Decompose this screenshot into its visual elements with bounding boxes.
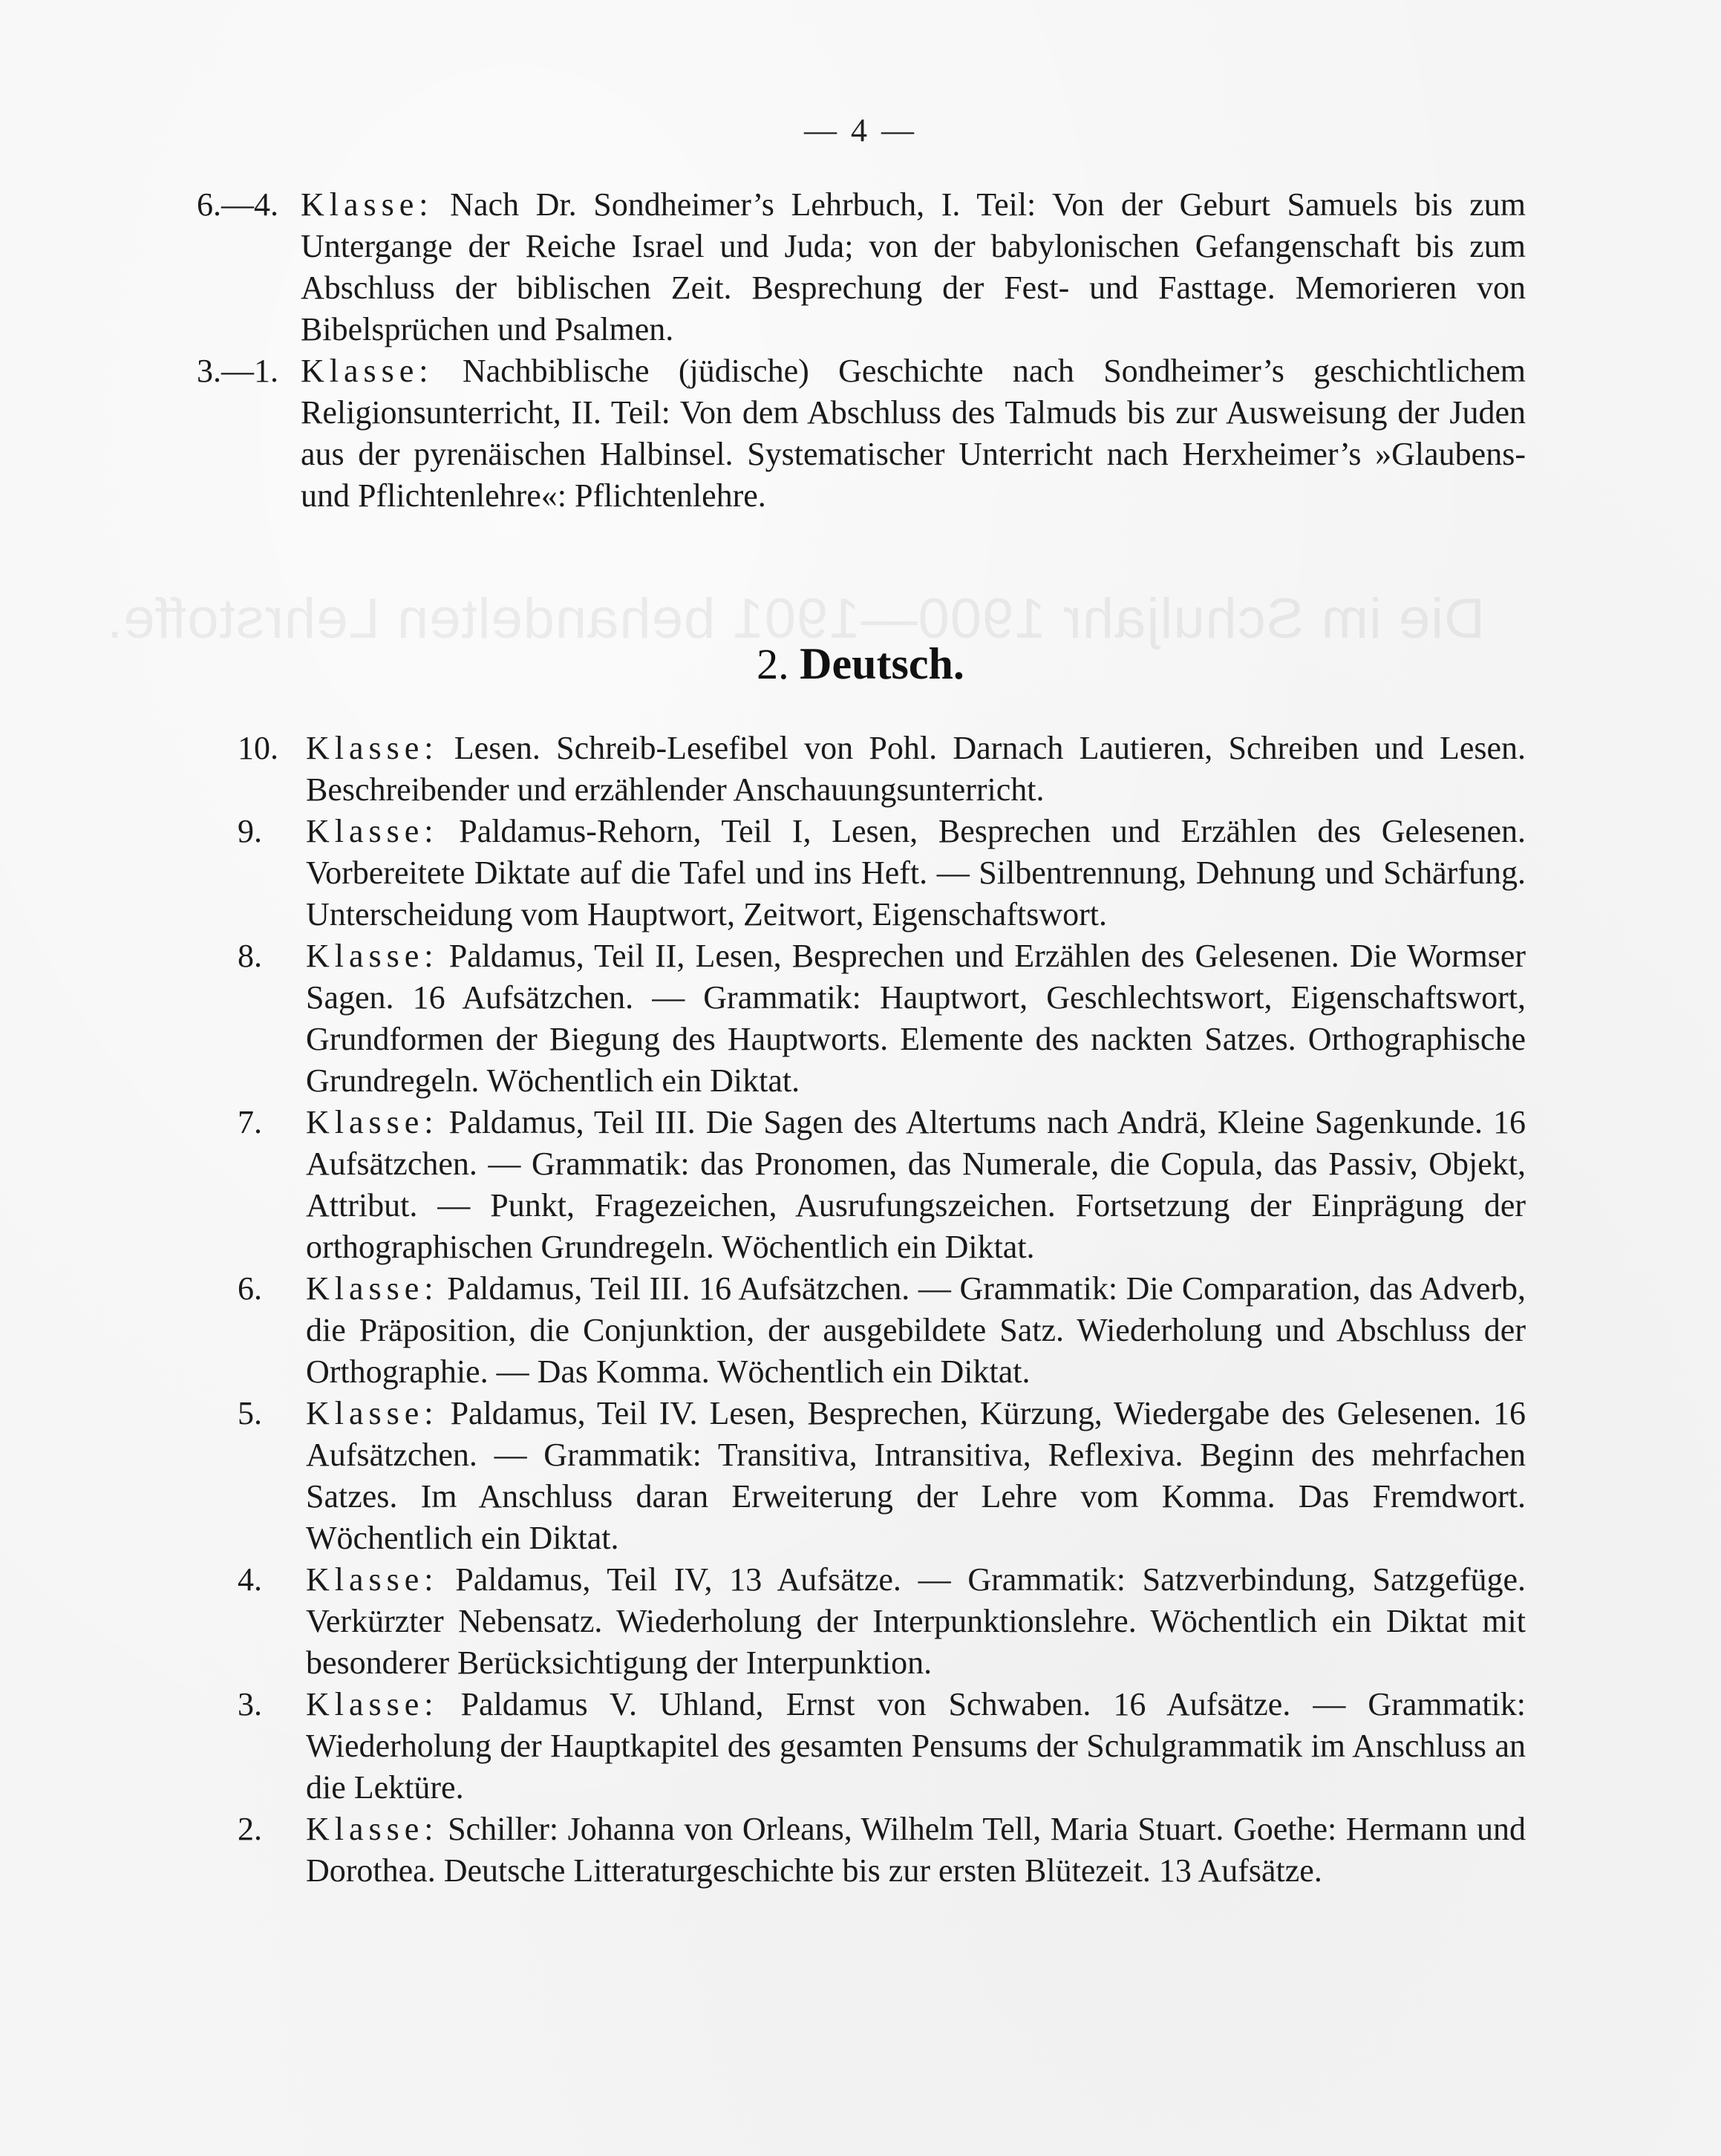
entry-text: Nachbiblische (jüdische) Geschichte nach Sondheimer’s geschichtlichem Religionsunterricht, II. Teil: Von dem Abschluss des Talmuds bis zur Ausweisung der Juden aus der pyrenäischen Halbinsel. Systematischer Unterricht nach Herxheimer’s »Glaubens- und Pflichtenlehre«: Pflichtenlehre. bbox=[301, 353, 1526, 514]
section-deutsch-entries bbox=[238, 728, 1526, 1892]
entry-number: 2. bbox=[238, 1811, 262, 1847]
entry-body bbox=[306, 1684, 1526, 1809]
entry-text: Paldamus, Teil II, Lesen, Besprechen und Erzählen des Gelesenen. Die Wormser Sagen. 16 Aufsätzchen. — Grammatik: Hauptwort, Geschlechtswort, Eigenschaftswort, Grundformen der Biegung des Hauptworts. Elemente des nackten Satzes. Orthographische Grundregeln. Wöchentlich ein Diktat. bbox=[306, 938, 1526, 1099]
entry-text: Paldamus, Teil IV. Lesen, Besprechen, Kürzung, Wiedergabe des Gelesenen. 16 Aufsätzchen. — Grammatik: Transitiva, Intransitiva, Reflexiva. Beginn des mehrfachen Satzes. Im Anschluss daran Erweiterung der Lehre vom Komma. Das Fremdwort. Wöchentlich ein Diktat. bbox=[306, 1395, 1526, 1556]
section-number: 2. bbox=[757, 640, 789, 688]
entry-text: Nach Dr. Sondheimer’s Lehrbuch, I. Teil: Von der Geburt Samuels bis zum Untergange der Reiche Israel und Juda; von der babylonischen Gefangenschaft bis zum Abschluss der biblischen Zeit. Besprechung der Fest- und Fasttage. Memorieren von Bibelsprüchen und Psalmen. bbox=[301, 186, 1526, 347]
entry-label: Klasse: bbox=[306, 813, 439, 849]
entry-number: 7. bbox=[238, 1104, 262, 1140]
entry-klasse-8 bbox=[238, 935, 1526, 1102]
entry-body bbox=[306, 1102, 1526, 1268]
entry-label: Klasse: bbox=[306, 938, 439, 974]
entry-label: Klasse: bbox=[306, 1104, 439, 1140]
entry-label: Klasse: bbox=[301, 353, 434, 389]
entry-number: 8. bbox=[238, 938, 262, 974]
entry-text: Paldamus V. Uhland, Ernst von Schwaben. 16 Aufsätze. — Grammatik: Wiederholung der Hauptkapitel des gesamten Pensums der Schulgrammatik im Anschluss an die Lektüre. bbox=[306, 1686, 1526, 1806]
entry-number: 3.—1. bbox=[197, 353, 278, 389]
entry-number: 9. bbox=[238, 813, 262, 849]
entry-text: Paldamus, Teil III. 16 Aufsätzchen. — Grammatik: Die Comparation, das Adverb, die Präposition, die Conjunktion, der ausgebildete Satz. Wiederholung und Abschluss der Orthographie. — Das Komma. Wöchentlich ein Diktat. bbox=[306, 1270, 1526, 1390]
section-name: Deutsch. bbox=[800, 639, 964, 688]
entry-text: Paldamus, Teil IV, 13 Aufsätze. — Grammatik: Satzverbindung, Satzgefüge. Verkürzter Nebensatz. Wiederholung der Interpunktionslehre. Wöchentlich ein Diktat mit besonderer Berücksichtigung der Interpunktion. bbox=[306, 1561, 1526, 1681]
entry-text: Paldamus-Rehorn, Teil I, Lesen, Besprechen und Erzählen des Gelesenen. Vorbereitete Diktate auf die Tafel und ins Heft. — Silbentrennung, Dehnung und Schärfung. Unterscheidung vom Hauptwort, Zeitwort, Eigenschaftswort. bbox=[306, 813, 1526, 932]
entry-label: Klasse: bbox=[306, 1686, 439, 1722]
bleed-through-heading: Die im Schuljahr 1900—1901 behandelten Lehrstoffe. bbox=[106, 587, 1485, 650]
page-number: — 4 — bbox=[804, 112, 917, 148]
entry-klasse-6-4 bbox=[197, 184, 1526, 350]
entry-number: 4. bbox=[238, 1561, 262, 1598]
entry-body bbox=[301, 350, 1526, 517]
entry-body bbox=[306, 935, 1526, 1102]
entry-number: 5. bbox=[238, 1395, 262, 1431]
entry-klasse-6 bbox=[238, 1268, 1526, 1393]
entry-text: Paldamus, Teil III. Die Sagen des Altertums nach Andrä, Kleine Sagenkunde. 16 Aufsätzchen. — Grammatik: das Pronomen, das Numerale, die Copula, das Passiv, Objekt, Attribut. — Punkt, Fragezeichen, Ausrufungszeichen. Fortsetzung der Einprägung der orthographischen Grundregeln. Wöchentlich ein Diktat. bbox=[306, 1104, 1526, 1265]
entry-label: Klasse: bbox=[301, 186, 434, 223]
entry-body bbox=[306, 1559, 1526, 1684]
entry-label: Klasse: bbox=[306, 1811, 439, 1847]
entry-body bbox=[306, 1393, 1526, 1559]
entry-text: Lesen. Schreib-Lesefibel von Pohl. Darnach Lautieren, Schreiben und Lesen. Beschreibender und erzählender Anschauungsunterricht. bbox=[306, 730, 1526, 808]
entry-klasse-7 bbox=[238, 1102, 1526, 1268]
entry-klasse-3 bbox=[238, 1684, 1526, 1809]
entry-body bbox=[301, 184, 1526, 350]
entry-klasse-2 bbox=[238, 1809, 1526, 1892]
entry-klasse-9 bbox=[238, 811, 1526, 935]
entry-klasse-4 bbox=[238, 1559, 1526, 1684]
entry-number: 6.—4. bbox=[197, 186, 278, 223]
entry-klasse-10 bbox=[238, 728, 1526, 811]
entry-label: Klasse: bbox=[306, 1395, 439, 1431]
entry-klasse-5 bbox=[238, 1393, 1526, 1559]
entry-number: 6. bbox=[238, 1270, 262, 1307]
entry-label: Klasse: bbox=[306, 1561, 439, 1598]
entry-body bbox=[306, 1809, 1526, 1892]
entry-text: Schiller: Johanna von Orleans, Wilhelm Tell, Maria Stuart. Goethe: Hermann und Dorothea. Deutsche Litteraturgeschichte bis zur ersten Blütezeit. 13 Aufsätze. bbox=[306, 1811, 1526, 1889]
section-religion-continuation bbox=[197, 184, 1526, 517]
entry-body bbox=[306, 811, 1526, 935]
entry-number: 3. bbox=[238, 1686, 262, 1722]
entry-body bbox=[306, 728, 1526, 811]
entry-body bbox=[306, 1268, 1526, 1393]
entry-label: Klasse: bbox=[306, 1270, 439, 1307]
entry-number: 10. bbox=[238, 730, 278, 766]
entry-klasse-3-1 bbox=[197, 350, 1526, 517]
entry-label: Klasse: bbox=[306, 730, 439, 766]
section-title-deutsch bbox=[0, 638, 1721, 690]
